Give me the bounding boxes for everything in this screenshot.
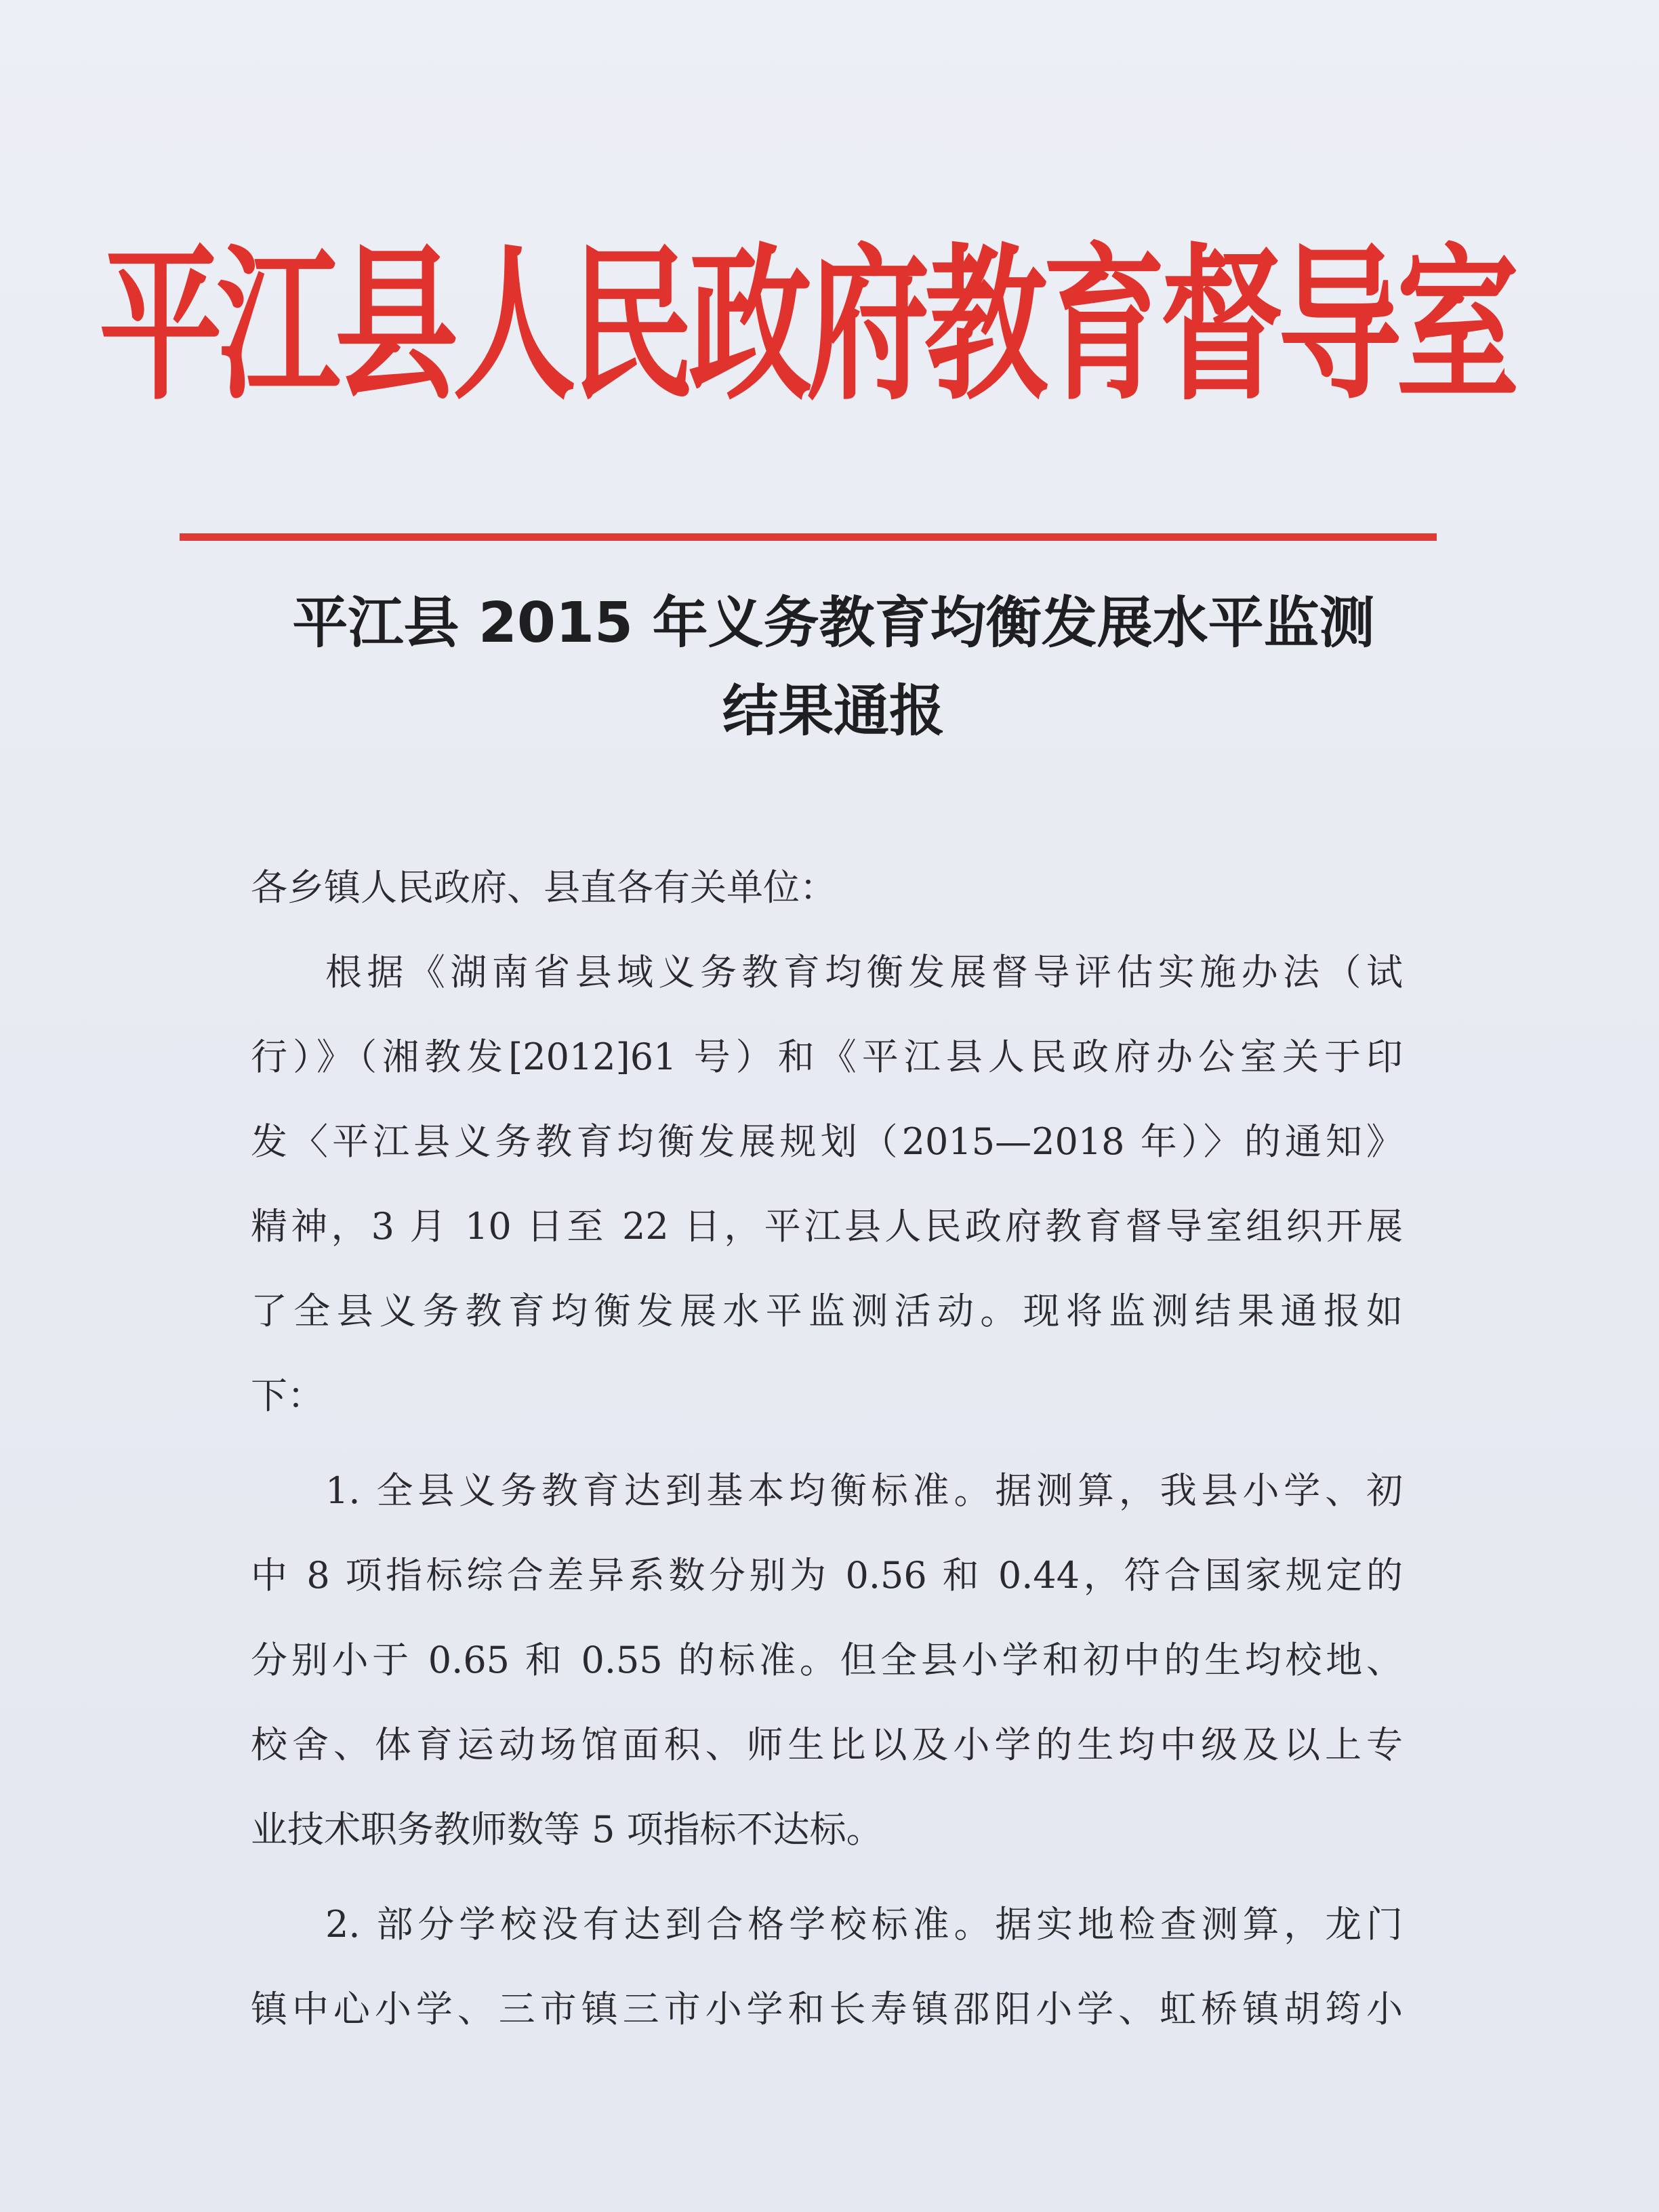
body-line: 精神，3 月 10 日至 22 日，平江县人民政府教育督导室组织开展 bbox=[251, 1205, 1403, 1248]
salutation: 各乡镇人民政府、县直各有关单位： bbox=[251, 866, 836, 909]
issuer-masthead: 平江县人民政府教育督导室 bbox=[99, 226, 1514, 422]
body-line: 行）》（湘教发[2012]61 号）和《平江县人民政府办公室关于印 bbox=[251, 1036, 1403, 1078]
body-line: 1. 全县义务教育达到基本均衡标准。据测算，我县小学、初 bbox=[325, 1469, 1403, 1512]
red-divider-rule bbox=[180, 533, 1437, 541]
body-line: 发〈平江县义务教育均衡发展规划（2015—2018 年）〉的通知》 bbox=[251, 1120, 1403, 1163]
body-line: 2. 部分学校没有达到合格学校标准。据实地检查测算，龙门 bbox=[325, 1903, 1403, 1946]
body-line: 分别小于 0.65 和 0.55 的标准。但全县小学和初中的生均校地、 bbox=[251, 1639, 1403, 1681]
body-line: 校舍、体育运动场馆面积、师生比以及小学的生均中级及以上专 bbox=[251, 1723, 1403, 1766]
body-line: 中 8 项指标综合差异系数分别为 0.56 和 0.44，符合国家规定的 bbox=[251, 1554, 1403, 1597]
body-line: 根据《湖南省县域义务教育均衡发展督导评估实施办法（试 bbox=[325, 951, 1403, 994]
document-title-line-1: 平江县 2015 年义务教育均衡发展水平监测 bbox=[292, 591, 1375, 655]
document-title bbox=[203, 579, 1464, 756]
body-line: 了全县义务教育均衡发展水平监测活动。现将监测结果通报如 bbox=[251, 1290, 1403, 1332]
body-line: 镇中心小学、三市镇三市小学和长寿镇邵阳小学、虹桥镇胡筠小 bbox=[251, 1988, 1403, 2030]
document-title-line-2: 结果通报 bbox=[722, 679, 945, 743]
body-line: 下： bbox=[251, 1374, 324, 1417]
body-line: 业技术职务教师数等 5 项指标不达标。 bbox=[251, 1808, 883, 1851]
